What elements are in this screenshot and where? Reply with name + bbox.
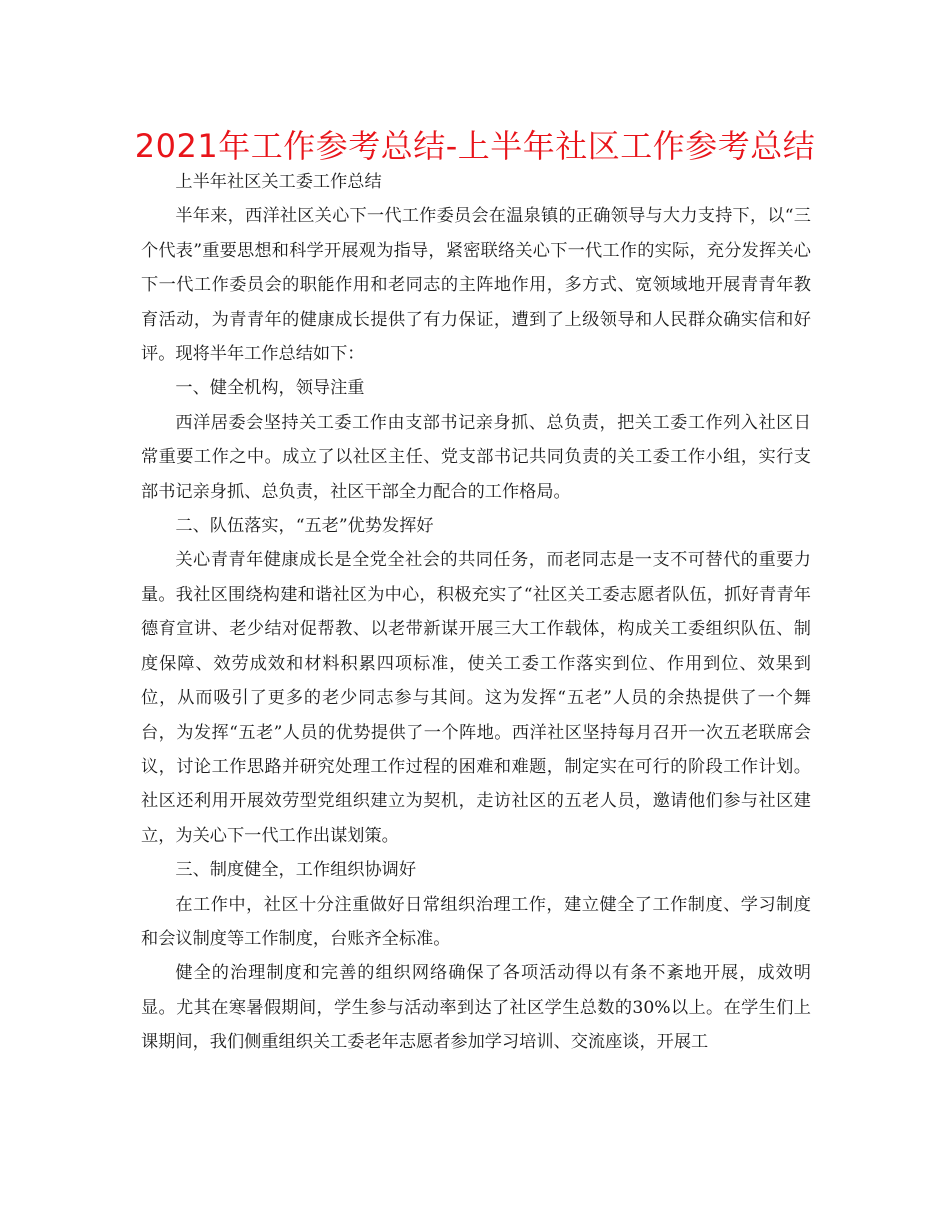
section-heading-2: 二、队伍落实，“五老”优势发挥好 bbox=[175, 516, 434, 537]
section-paragraph-3b: 健全的治理制度和完善的组织网络确保了各项活动得以有条不紊地开展，成效明显。尤其在寒暑假期间，学生参与活动率到达了社区学生总数的30%以上。在学生们上课期间，我们侧重组织关工委老年志愿者参加学习培训、交流座谈，开展工 bbox=[141, 963, 811, 1053]
intro-paragraph: 半年来，西洋社区关心下一代工作委员会在温泉镇的正确领导与大力支持下，以“三个代表”重要思想和科学开展观为指导，紧密联络关心下一代工作的实际，充分发挥关心下一代工作委员会的职能作用和老同志的主阵地作用，多方式、宽领域地开展青青年教育活动，为青青年的健康成长提供了有力保证，遭到了上级领导和人民群众确实信和好评。现将半年工作总结如下： bbox=[141, 206, 811, 365]
section-paragraph-1: 西洋居委会坚持关工委工作由支部书记亲身抓、总负责，把关工委工作列入社区日常重要工作之中。成立了以社区主任、党支部书记共同负责的关工委工作小组，实行支部书记亲身抓、总负责，社区干部全力配合的工作格局。 bbox=[141, 412, 811, 502]
section-paragraph-3a: 在工作中，社区十分注重做好日常组织治理工作，建立健全了工作制度、学习制度和会议制度等工作制度，台账齐全标准。 bbox=[141, 894, 811, 949]
document-body bbox=[141, 165, 811, 1060]
section-heading-3: 三、制度健全，工作组织协调好 bbox=[175, 860, 417, 881]
document-title: 2021年工作参考总结-上半年社区工作参考总结 bbox=[134, 127, 816, 165]
section-paragraph-2: 关心青青年健康成长是全党全社会的共同任务，而老同志是一支不可替代的重要力量。我社区围绕构建和谐社区为中心，积极充实了“社区关工委志愿者队伍，抓好青青年德育宣讲、老少结对促帮教、以老带新谋开展三大工作载体，构成关工委组织队伍、制度保障、效劳成效和材料积累四项标准，使关工委工作落实到位、作用到位、效果到位，从而吸引了更多的老少同志参与其间。这为发挥“五老”人员的余热提供了一个舞台，为发挥“五老”人员的优势提供了一个阵地。西洋社区坚持每月召开一次五老联席会议，讨论工作思路并研究处理工作过程的困难和难题，制定实在可行的阶段工作计划。社区还利用开展效劳型党组织建立为契机，走访社区的五老人员，邀请他们参与社区建立，为关心下一代工作出谋划策。 bbox=[141, 550, 811, 846]
section-subtitle: 上半年社区关工委工作总结 bbox=[175, 172, 382, 192]
section-heading-1: 一、健全机构，领导注重 bbox=[175, 378, 365, 399]
